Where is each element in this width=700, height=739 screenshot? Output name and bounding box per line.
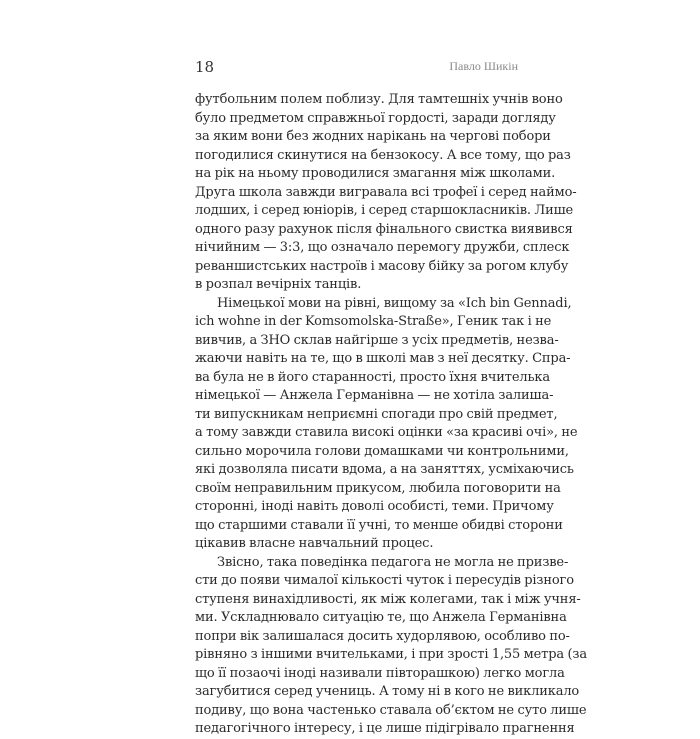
text-line: попри вік залишалася досить худорлявою, особливо по- [195,628,570,644]
text-line: сторонні, іноді навіть доволі особисті, теми. Причому [195,499,554,514]
text-line: футбольним полем поблизу. Для тамтешніх учнів воно [195,92,563,107]
page-number: 18 [195,58,215,76]
text-line: сильно морочила голови домашками чи контрольними, [195,443,569,459]
text-line: ступеня винахідливості, як між колегами, так і між учня- [195,591,581,607]
text-line: а тому завжди ставила високі оцінки «за красиві очі», не [195,425,578,440]
text-line: цікавив власне навчальний процес. [195,536,434,551]
text-line: загубитися серед учениць. А тому ні в кого не викликало [195,684,580,699]
text-line: одного разу рахунок після фінального свистка виявився [195,221,573,237]
text-line: Німецької мови на рівні, вищому за «Ich bin Gennadi, [217,295,572,311]
text-line: ва була не в його старанності, просто їхня вчителька [195,369,550,385]
text-line: на рік на ньому проводилися змагання між школами. [195,166,556,181]
running-head-author: Павло Шикін [449,59,518,73]
text-line: ich wohne in der Komsomolska-Straße», Геник так і не [195,314,552,329]
text-line: ти випускникам неприємні спогади про свій предмет, [195,406,558,422]
text-line: в розпал вечірніх танців. [195,277,362,292]
page-header [195,58,518,78]
text-line: за яким вони без жодних нарікань на чергові побори [195,129,551,144]
text-line: сти до появи чималої кількості чуток і пересудів різного [195,573,574,588]
text-line: погодилися скинутися на бензокосу. А все тому, що раз [195,147,571,163]
text-line: педагогічного інтересу, і це лише підігрівало прагнення [195,721,575,736]
text-line: які дозволяла писати вдома, а на заняттях, усміхаючись [195,462,574,477]
text-line: реваншистських настроїв і масову бійку за рогом клубу [195,258,569,274]
text-line: подиву, що вона частенько ставала об’єктом не суто лише [195,702,587,718]
text-line: рівняно з іншими вчительками, і при зрості 1,55 метра (за [195,647,587,662]
body-text [195,91,587,739]
text-line: Звісно, така поведінка педагога не могла не призве- [217,554,569,570]
text-line: що її позаочі іноді називали півторашкою) легко могла [195,665,565,681]
text-line: було предметом справжньої гордості, заради догляду [195,110,556,126]
text-line: вивчив, а ЗНО склав найгірше з усіх предметів, незва- [195,332,559,348]
text-line: нічийним — 3:3, що означало перемогу дружби, сплеск [195,240,570,255]
text-line: своїм неправильним прикусом, любила поговорити на [195,480,561,496]
text-line: німецької — Анжела Германівна — не хотіла залиша- [195,388,554,403]
text-line: ми. Ускладнювало ситуацію те, що Анжела Германівна [195,610,567,625]
text-line: жаючи навіть на те, що в школі мав з неї десятку. Спра- [195,351,571,366]
text-line: лодших, і серед юніорів, і серед старшокласників. Лише [195,203,574,218]
text-line: що старшими ставали її учні, то менше обидві сторони [195,517,563,533]
text-line: Друга школа завжди вигравала всі трофеї і серед наймо- [195,184,577,200]
